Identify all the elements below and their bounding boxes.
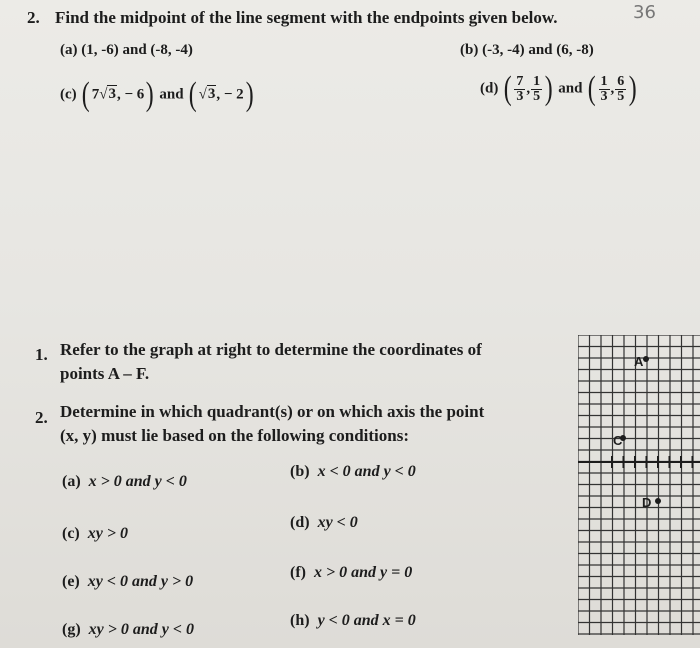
q2-number: 2. — [35, 408, 48, 427]
part-c-label: (c) — [60, 86, 77, 103]
part-b — [460, 42, 594, 59]
part-a-text: (1, -6) and (-8, -4) — [81, 42, 193, 58]
coordinate-grid — [578, 335, 700, 635]
condition-f — [290, 564, 412, 582]
condition-label: (g) — [62, 621, 81, 638]
point-a-label: A — [634, 354, 644, 369]
condition-text: x > 0 and y < 0 — [88, 473, 187, 490]
part-d-and: and — [558, 80, 583, 97]
frac-3-num: 1 — [600, 73, 608, 89]
condition-a — [62, 473, 187, 491]
q2-line-2: (x, y) must lie based on the following conditions: — [60, 426, 409, 445]
condition-label: (f) — [290, 564, 306, 581]
condition-c — [62, 525, 128, 543]
point-c-label: C — [613, 433, 623, 448]
condition-text: xy < 0 and y > 0 — [87, 573, 194, 590]
point-a-dot — [643, 356, 649, 362]
condition-text: y < 0 and x = 0 — [317, 612, 416, 629]
part-a — [60, 42, 193, 59]
condition-label: (d) — [290, 514, 310, 531]
condition-text: x < 0 and y < 0 — [317, 463, 416, 480]
part-c-y1: , − 6 — [116, 86, 145, 103]
question-number: 2. — [27, 8, 40, 27]
part-d-label: (d) — [480, 80, 499, 97]
frac-2-den: 5 — [533, 88, 541, 104]
q1-line-1: Refer to the graph at right to determine the coordinates of — [60, 340, 482, 359]
condition-text: xy < 0 — [317, 514, 358, 531]
part-d: (d) ( $\frac{7}{3}$ , $\frac{1}{5}$ ) and ( $\frac{1}{3}$ , $\frac{6}{5}$ ) — [480, 70, 637, 107]
frac-3-den: 3 — [600, 88, 608, 104]
condition-label: (e) — [62, 573, 80, 590]
frac-4-num: 6 — [617, 73, 625, 89]
handwritten-score: 36 — [633, 2, 656, 23]
condition-d — [290, 514, 358, 532]
frac-1-den: 3 — [516, 88, 524, 104]
condition-b — [290, 463, 416, 481]
part-c-y2: , − 2 — [216, 86, 244, 103]
part-c-radicand-2: 3 — [207, 86, 216, 103]
condition-label: (h) — [290, 612, 310, 629]
part-c: (c) ( 7√3, − 6) and ( √3, − 2) — [60, 76, 254, 113]
point-d-label: D — [642, 495, 652, 510]
condition-text: xy > 0 and y < 0 — [88, 621, 194, 638]
question-prompt: Find the midpoint of the line segment with the endpoints given below. — [55, 8, 558, 27]
point-d-dot — [655, 498, 661, 504]
part-c-radicand-1: 3 — [108, 86, 116, 103]
condition-h — [290, 612, 416, 630]
part-a-label: (a) — [60, 42, 78, 58]
part-b-text: (-3, -4) and (6, -8) — [482, 42, 594, 58]
condition-label: (a) — [62, 473, 81, 490]
part-c-and: and — [159, 86, 184, 103]
condition-label: (b) — [290, 463, 310, 480]
q2-line-1: Determine in which quadrant(s) or on which axis the point — [60, 402, 485, 421]
part-b-label: (b) — [460, 42, 479, 58]
condition-text: xy > 0 — [87, 525, 128, 542]
condition-e — [62, 573, 193, 591]
condition-g — [62, 621, 194, 639]
frac-1-num: 7 — [516, 73, 524, 89]
frac-2-num: 1 — [533, 73, 541, 89]
frac-4-den: 5 — [617, 88, 625, 104]
grid-lines — [578, 335, 700, 635]
q1-number: 1. — [35, 345, 48, 364]
part-c-coef: 7 — [91, 86, 100, 103]
q1-line-2: points A – F. — [60, 364, 150, 383]
condition-text: x > 0 and y = 0 — [313, 564, 413, 581]
condition-label: (c) — [62, 525, 80, 542]
